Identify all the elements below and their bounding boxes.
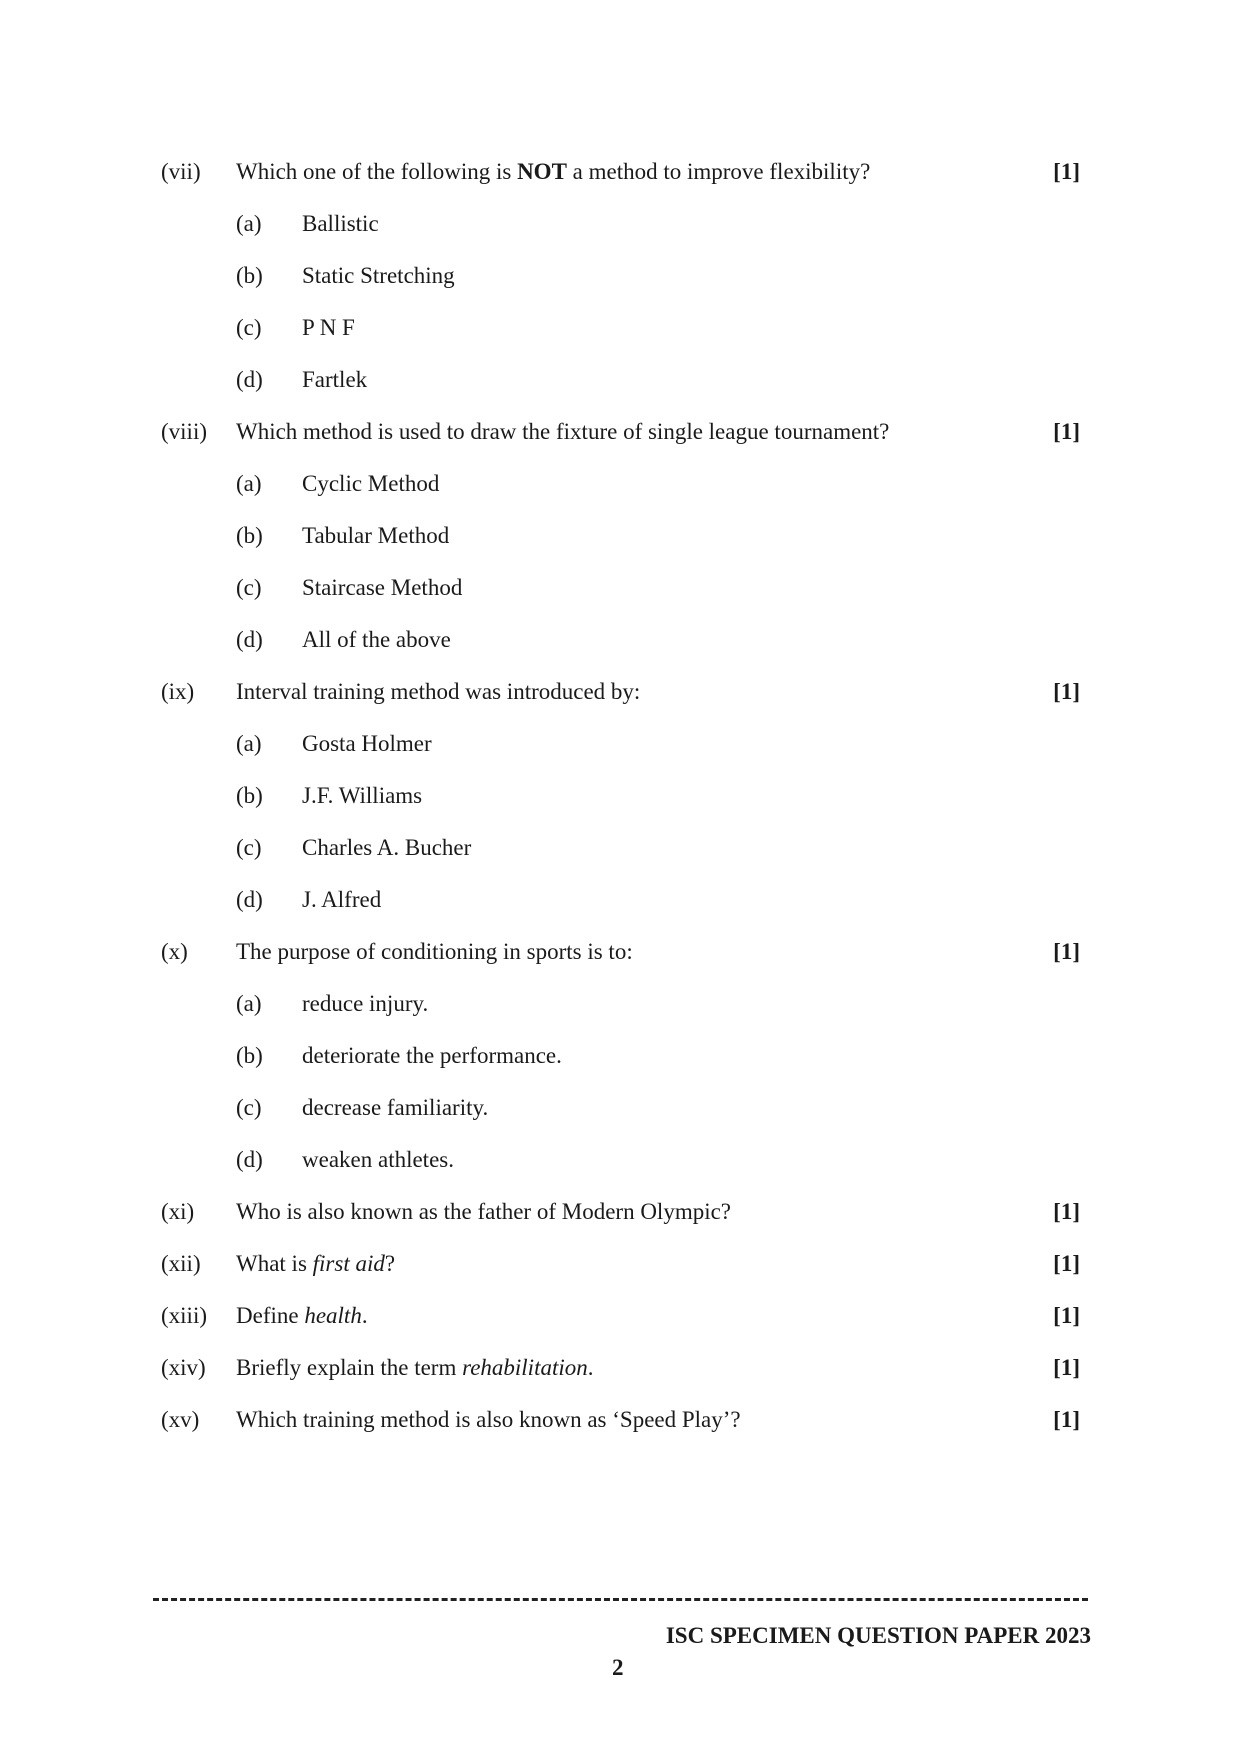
option-label: (a) — [236, 471, 262, 496]
footer-divider — [153, 1598, 1088, 1601]
option-item — [161, 722, 1086, 774]
option-item — [161, 514, 1086, 566]
question-marks: [1] — [1053, 1355, 1080, 1380]
option-item — [161, 254, 1086, 306]
option-text: weaken athletes. — [302, 1147, 454, 1172]
question-text-part: a method to improve flexibility? — [566, 159, 871, 184]
option-label: (a) — [236, 731, 262, 756]
question-text: Which method is used to draw the fixture of single league tournament? — [236, 419, 890, 444]
option-label: (b) — [236, 1043, 263, 1068]
option-label: (b) — [236, 523, 263, 548]
option-item — [161, 358, 1086, 410]
question-text: Who is also known as the father of Modern Olympic? — [236, 1199, 732, 1224]
question-number: (viii) — [161, 419, 207, 444]
question-number: (xv) — [161, 1407, 200, 1432]
question-text-part: ? — [384, 1251, 396, 1276]
option-item — [161, 1086, 1086, 1138]
question-marks: [1] — [1053, 1407, 1080, 1432]
option-label: (b) — [236, 783, 263, 808]
question-text: Which training method is also known as ‘Speed Play’? — [236, 1407, 741, 1432]
question-marks: [1] — [1053, 939, 1080, 964]
option-text: Tabular Method — [302, 523, 450, 548]
question-text-part: Briefly explain the term — [236, 1355, 463, 1380]
option-text: Gosta Holmer — [302, 731, 432, 756]
question-xv — [161, 1398, 1086, 1450]
option-label: (a) — [236, 211, 262, 236]
option-item — [161, 774, 1086, 826]
question-text — [236, 1294, 368, 1338]
option-text: Charles A. Bucher — [302, 835, 472, 860]
question-text-part: . — [361, 1303, 368, 1328]
question-marks: [1] — [1053, 679, 1080, 704]
question-xiii — [161, 1294, 1086, 1346]
question-number: (ix) — [161, 679, 195, 704]
option-item — [161, 1034, 1086, 1086]
option-item — [161, 826, 1086, 878]
question-marks: [1] — [1053, 419, 1080, 444]
option-text: P N F — [302, 315, 355, 340]
option-text: Cyclic Method — [302, 471, 440, 496]
page-number: 2 — [612, 1655, 624, 1680]
question-number: (xi) — [161, 1199, 195, 1224]
option-item — [161, 202, 1086, 254]
question-number: (xiii) — [161, 1303, 207, 1328]
option-text: deteriorate the performance. — [302, 1043, 562, 1068]
option-label: (d) — [236, 1147, 263, 1172]
option-text: Ballistic — [302, 211, 379, 236]
question-text-part: What is — [236, 1251, 313, 1276]
option-item — [161, 306, 1086, 358]
question-text — [236, 1346, 594, 1390]
option-text: J. Alfred — [302, 887, 382, 912]
option-item — [161, 982, 1086, 1034]
option-label: (b) — [236, 263, 263, 288]
question-number: (xii) — [161, 1251, 201, 1276]
question-number: (vii) — [161, 159, 201, 184]
question-term: first aid — [312, 1251, 385, 1276]
footer-title: ISC SPECIMEN QUESTION PAPER 2023 — [665, 1623, 1091, 1648]
option-text: Static Stretching — [302, 263, 455, 288]
question-marks: [1] — [1053, 1303, 1080, 1328]
question-text-part: Which one of the following is — [236, 159, 518, 184]
question-marks: [1] — [1053, 1199, 1080, 1224]
question-number: (xiv) — [161, 1355, 206, 1380]
option-text: Staircase Method — [302, 575, 463, 600]
question-text: Interval training method was introduced by: — [236, 679, 641, 704]
question-number: (x) — [161, 939, 188, 964]
question-term: rehabilitation — [462, 1355, 588, 1380]
question-x — [161, 930, 1086, 982]
question-term: health — [304, 1303, 362, 1328]
option-item — [161, 1138, 1086, 1190]
option-item — [161, 618, 1086, 670]
question-vii — [161, 150, 1086, 202]
option-label: (c) — [236, 575, 262, 600]
question-viii — [161, 410, 1086, 462]
option-label: (c) — [236, 315, 262, 340]
option-label: (d) — [236, 367, 263, 392]
option-label: (a) — [236, 991, 262, 1016]
option-label: (c) — [236, 835, 262, 860]
option-text: J.F. Williams — [302, 783, 423, 808]
option-label: (d) — [236, 887, 263, 912]
question-xiv — [161, 1346, 1086, 1398]
option-label: (c) — [236, 1095, 262, 1120]
option-text: decrease familiarity. — [302, 1095, 489, 1120]
question-emphasis: NOT — [517, 159, 567, 184]
question-text-part: . — [587, 1355, 594, 1380]
option-label: (d) — [236, 627, 263, 652]
option-text: All of the above — [302, 627, 451, 652]
question-text-part: Define — [236, 1303, 305, 1328]
question-xii — [161, 1242, 1086, 1294]
question-text: The purpose of conditioning in sports is to: — [236, 939, 633, 964]
option-text: Fartlek — [302, 367, 368, 392]
question-marks: [1] — [1053, 159, 1080, 184]
question-xi — [161, 1190, 1086, 1242]
option-text: reduce injury. — [302, 991, 429, 1016]
question-text — [236, 1242, 395, 1286]
option-item — [161, 462, 1086, 514]
option-item — [161, 566, 1086, 618]
question-list — [161, 150, 1086, 1450]
question-text — [236, 150, 870, 194]
question-marks: [1] — [1053, 1251, 1080, 1276]
question-ix — [161, 670, 1086, 722]
option-item — [161, 878, 1086, 930]
